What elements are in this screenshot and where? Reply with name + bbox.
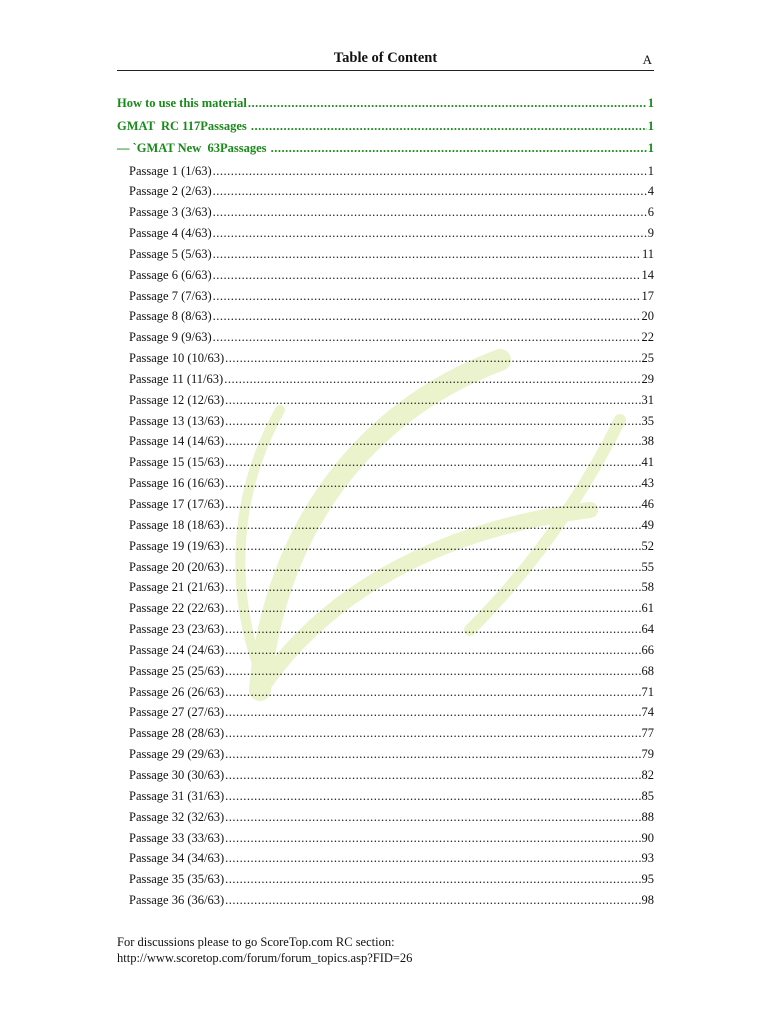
toc-entry-passage[interactable] [117,601,654,622]
toc-entry-page: 11 [641,246,654,261]
toc-entry-title: Passage 10 (10/63) [129,351,225,366]
toc-entry-title: Passage 28 (28/63) [129,726,225,741]
toc-entry-title: Passage 16 (16/63) [129,476,225,491]
toc-entry-passage[interactable] [117,205,654,226]
dot-leader [225,560,640,575]
toc-entry-page: 31 [641,392,654,407]
toc-entry-title: Passage 32 (32/63) [129,809,225,824]
dot-leader [213,268,641,283]
toc-entry-page: 68 [641,663,654,678]
toc-entry-page: 90 [641,830,654,845]
toc-entry-passage[interactable] [117,893,654,914]
toc-entry-page: 58 [641,580,654,595]
toc-entry-passage[interactable] [117,643,654,664]
toc-entry-passage[interactable] [117,560,654,581]
toc-entry-page: 77 [641,726,654,741]
toc-entry-title: Passage 12 (12/63) [129,392,225,407]
toc-entry-page: 82 [641,767,654,782]
toc-entry-page: 95 [641,872,654,887]
page-title: Table of Content [333,50,438,66]
toc-entry-passage[interactable] [117,664,654,685]
toc-entry-passage[interactable] [117,309,654,330]
dot-leader [225,643,640,658]
toc-entry-passage[interactable] [117,330,654,351]
toc-entry-title: Passage 31 (31/63) [129,788,225,803]
toc-entry-title: Passage 22 (22/63) [129,601,225,616]
page-header [117,50,654,71]
dot-leader [225,893,640,908]
dot-leader [213,205,647,220]
toc-entry-title: Passage 9 (9/63) [129,330,212,345]
toc-entry-page: 1 [647,96,654,110]
toc-entry-page: 20 [641,309,654,324]
dot-leader [225,601,640,616]
toc-entry-passage[interactable] [117,226,654,247]
toc-entry-page: 43 [641,476,654,491]
toc-entry-title: Passage 29 (29/63) [129,747,225,762]
dot-leader [271,141,647,156]
dot-leader [213,226,647,241]
toc-entry-passage[interactable] [117,580,654,601]
dot-leader [225,872,640,887]
toc-entry-title: Passage 11 (11/63) [129,371,224,386]
dot-leader [225,393,640,408]
toc-entry-title: Passage 3 (3/63) [129,205,212,220]
toc-entry-passage[interactable] [117,831,654,852]
page-footer [117,934,412,966]
toc-entry-passage[interactable] [117,247,654,268]
dot-leader [213,289,641,304]
toc-entry-gmat-new-63[interactable] [117,141,654,164]
dot-leader [213,184,647,199]
toc-entry-passage[interactable] [117,497,654,518]
toc-entry-passage[interactable] [117,726,654,747]
toc-entry-gmat-rc-117[interactable] [117,119,654,142]
dot-leader [225,768,640,783]
dot-leader [225,705,640,720]
dot-leader [225,351,640,366]
toc-entry-title: Passage 14 (14/63) [129,434,225,449]
toc-entry-title: Passage 18 (18/63) [129,517,225,532]
toc-entry-page: 4 [647,184,654,199]
toc-entry-page: 29 [641,371,654,386]
toc-entry-passage[interactable] [117,372,654,393]
dot-leader [225,414,640,429]
dot-leader [225,685,640,700]
toc-entry-page: 88 [641,809,654,824]
toc-entry-title: Passage 27 (27/63) [129,705,225,720]
dot-leader [213,247,641,262]
dot-leader [225,664,640,679]
toc-entry-title: Passage 34 (34/63) [129,851,225,866]
toc-entry-page: 79 [641,747,654,762]
table-of-contents [117,96,654,914]
dot-leader [225,789,640,804]
toc-entry-page: 66 [641,642,654,657]
toc-entry-title: Passage 17 (17/63) [129,497,225,511]
toc-entry-page: 9 [647,226,654,241]
toc-entry-page: 6 [647,205,654,220]
toc-entry-page: 38 [641,434,654,449]
toc-entry-passage[interactable] [117,268,654,289]
dot-leader [225,831,640,846]
toc-entry-page: 41 [641,455,654,470]
toc-entry-page: 46 [641,497,654,511]
toc-entry-page: 14 [641,267,654,282]
toc-entry-page: 25 [641,351,654,366]
toc-entry-passage[interactable] [117,164,654,185]
toc-entry-title: Passage 13 (13/63) [129,413,225,428]
toc-entry-page: 49 [641,517,654,532]
toc-entry-title: Passage 15 (15/63) [129,455,225,470]
toc-entry-title: Passage 33 (33/63) [129,830,225,845]
toc-entry-title: Passage 4 (4/63) [129,226,212,241]
toc-entry-how-to-use[interactable] [117,96,654,119]
dot-leader [225,580,640,595]
toc-entry-title: Passage 7 (7/63) [129,288,212,303]
toc-entry-passage[interactable] [117,289,654,310]
dot-leader [225,851,640,866]
dot-leader [213,164,647,179]
toc-entry-title: Passage 24 (24/63) [129,642,225,657]
toc-entry-page: 35 [641,413,654,428]
toc-entry-passage[interactable] [117,539,654,560]
toc-entry-passage[interactable] [117,518,654,539]
toc-entry-passage[interactable] [117,351,654,372]
toc-entry-title: How to use this material [117,96,247,110]
toc-entry-page: 1 [647,163,654,178]
toc-entry-title: Passage 30 (30/63) [129,767,225,782]
dot-leader [225,476,640,491]
toc-entry-passage[interactable] [117,768,654,789]
toc-entry-title: Passage 19 (19/63) [129,538,225,553]
toc-entry-title: Passage 5 (5/63) [129,246,212,261]
toc-entry-title: Passage 23 (23/63) [129,622,225,637]
footer-line-1: For discussions please to go ScoreTop.com RC section: [117,935,395,949]
toc-entry-title: Passage 36 (36/63) [129,893,225,908]
toc-entry-page: 1 [647,118,654,133]
toc-entry-title: GMAT RC 117Passages [117,118,250,133]
toc-entry-title: Passage 2 (2/63) [129,184,212,199]
toc-entry-page: 71 [641,684,654,699]
toc-entry-passage[interactable] [117,434,654,455]
toc-entry-page: 55 [641,559,654,574]
toc-entry-title: Passage 26 (26/63) [129,684,225,699]
dot-leader [225,810,640,825]
toc-entry-page: 74 [641,705,654,720]
dot-leader [225,747,640,762]
toc-entry-page: 1 [647,141,654,155]
toc-entry-passage[interactable] [117,455,654,476]
toc-entry-passage[interactable] [117,414,654,435]
toc-entry-title: Passage 1 (1/63) [129,163,212,178]
passage-list [117,164,654,914]
dot-leader [225,434,640,449]
header-mark: A [642,52,652,67]
dot-leader [225,497,640,512]
toc-entry-passage[interactable] [117,622,654,643]
toc-entry-passage[interactable] [117,851,654,872]
toc-entry-title: Passage 6 (6/63) [129,267,212,282]
dot-leader [251,119,647,134]
toc-entry-page: 17 [641,288,654,303]
toc-entry-page: 64 [641,622,654,637]
dot-leader [225,726,640,741]
footer-url[interactable]: http://www.scoretop.com/forum/forum_topics.asp?FID=26 [117,951,413,965]
dot-leader [225,518,640,533]
toc-entry-title: Passage 25 (25/63) [129,663,225,678]
toc-entry-page: 61 [641,601,654,616]
dot-leader [213,330,641,345]
dot-leader [225,455,640,470]
toc-entry-title: Passage 8 (8/63) [129,309,212,324]
dot-leader [248,96,647,111]
toc-entry-passage[interactable] [117,476,654,497]
toc-entry-passage[interactable] [117,872,654,893]
toc-entry-passage[interactable] [117,685,654,706]
toc-entry-title: Passage 20 (20/63) [129,559,225,574]
toc-entry-passage[interactable] [117,393,654,414]
dot-leader [225,622,640,637]
toc-entry-title: Passage 21 (21/63) [129,580,225,595]
dot-leader [225,539,640,554]
toc-entry-page: 52 [641,538,654,553]
toc-entry-title: — `GMAT New 63Passages [117,141,270,155]
toc-entry-passage[interactable] [117,747,654,768]
toc-entry-passage[interactable] [117,705,654,726]
toc-entry-passage[interactable] [117,789,654,810]
toc-entry-passage[interactable] [117,810,654,831]
toc-entry-passage[interactable] [117,184,654,205]
dot-leader [213,309,641,324]
toc-entry-page: 85 [641,788,654,803]
toc-entry-page: 98 [641,893,654,908]
toc-entry-page: 22 [641,330,654,345]
toc-entry-title: Passage 35 (35/63) [129,872,225,887]
dot-leader [224,372,640,387]
toc-entry-page: 93 [641,851,654,866]
